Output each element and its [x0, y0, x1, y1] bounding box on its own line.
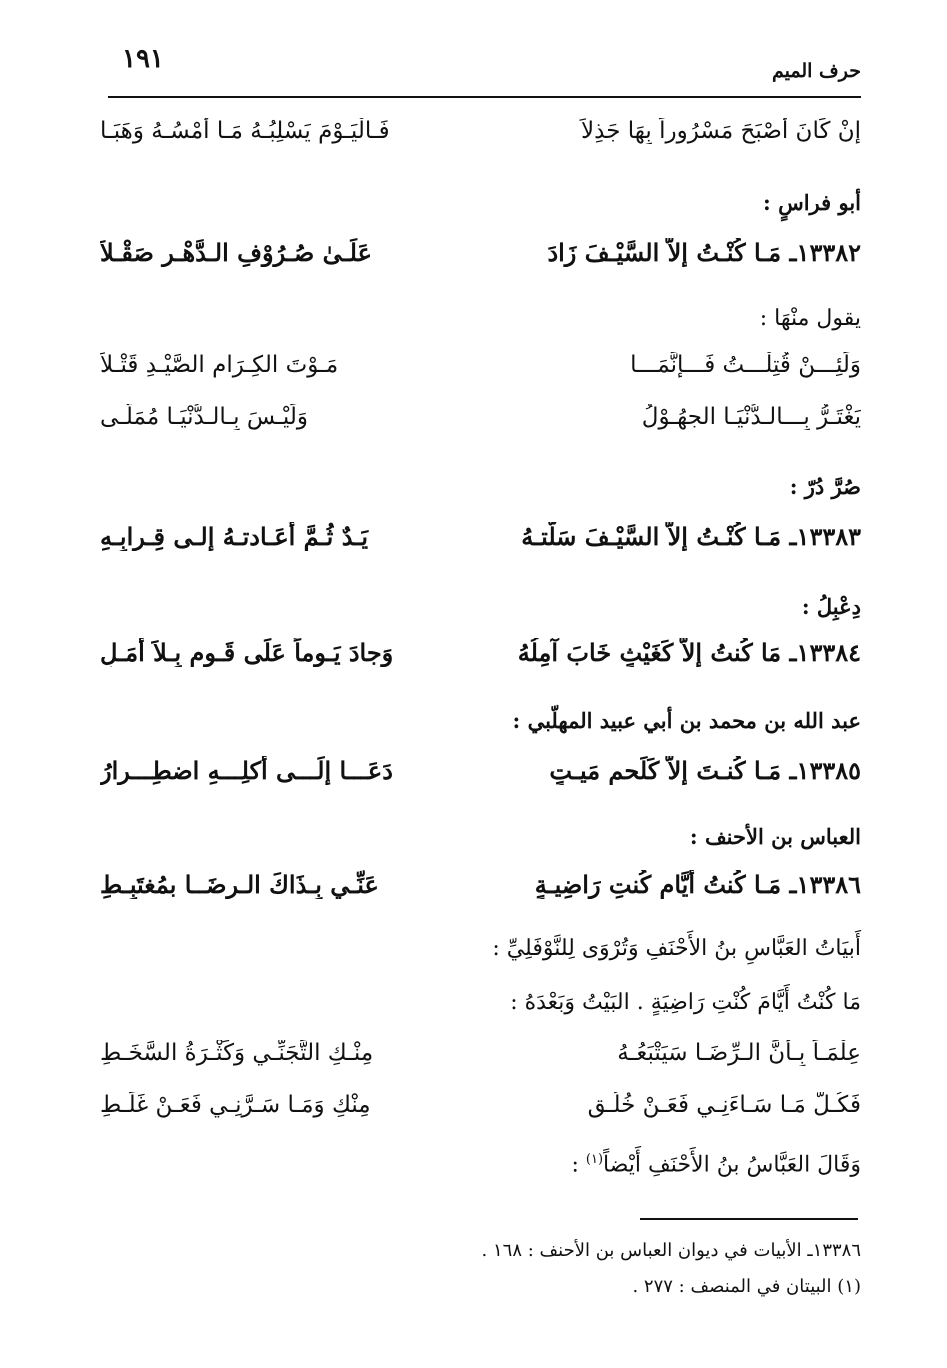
header-rule: [108, 96, 861, 98]
verse-first-hemistich: وَلَئِـــنْ قُتِلْـــتُ فَـــإِنَّمَـــا: [630, 352, 861, 378]
verse-second-hemistich: مِنْـكِ التَّجَنِّـي وَكَثْـرَةُ السَّخَـطِ: [100, 1040, 374, 1066]
numbered-verse-line: [100, 870, 861, 910]
verse-first-hemistich: ١٣٣٨٥ـ مَـا كُنـتَ إلاَّ كَلَحمِ مَيـتٍ: [549, 756, 861, 785]
verse-second-hemistich: فَـالْيَـوْمَ يَسْلِبُـهُ مَـا أَمْسُـهُ وَهَبَـا: [100, 118, 390, 144]
poet-name: العباس بن الأحنف :: [689, 824, 861, 849]
prose-text: وَقَالَ العَبَّاسُ بنُ الأَحْنَفِ أَيْضاً: [603, 1152, 861, 1178]
verse-line: [100, 1040, 861, 1080]
prose-line: يقول منْهَا :: [759, 306, 861, 331]
poet-name: صُرَّ دُرّ :: [789, 474, 861, 499]
numbered-verse-line: [100, 638, 861, 678]
verse-first-hemistich: ١٣٣٨٦ـ مَـا كُنتُ أَيَّام كُنتِ رَاضِيـةٍ: [534, 870, 861, 899]
verse-line: [100, 1092, 861, 1132]
footnote-marker[interactable]: (١): [585, 1152, 604, 1167]
footnote-2: (١) البيتان في المنصف : ٢٧٧ .: [632, 1276, 861, 1297]
verse-first-hemistich: ١٣٣٨٤ـ مَا كُنتُ إلاَّ كَغَيْثٍ خَابَ آمِلُهُ: [517, 638, 861, 667]
footnote-1: ١٣٣٨٦ـ الأبيات في ديوان العباس بن الأحنف : ١٦٨ .: [481, 1240, 861, 1261]
verse-first-hemistich: ١٣٣٨٣ـ مَـا كُنْـتُ إلاَّ السَّيْـفَ سَلَّتـهُ: [521, 522, 861, 551]
verse-line: [100, 118, 861, 158]
verse-first-hemistich: فَكُـلُّ مَـا سَـاءَنِـي فَعَـنْ خُلُـقٍ: [587, 1092, 861, 1118]
verse-second-hemistich: وَلَيْـسَ بِـالـدُّنْيَـا مُمَلَّـى: [100, 404, 308, 430]
verse-first-hemistich: ١٣٣٨٢ـ مَـا كُنْـتُ إلاَّ السَّيْـفَ زَادَ: [547, 238, 861, 267]
page-number: ١٩١: [122, 44, 164, 74]
prose-colon: :: [571, 1152, 586, 1178]
verse-second-hemistich: مَـوْتَ الكِـرَامِ الصَّيْـدِ قَتْـلاَ: [100, 352, 339, 378]
verse-first-hemistich: إنْ كَانَ أَصْبَحَ مَسْرُوراً بِهَا جَذِلاً: [581, 118, 861, 144]
verse-line: [100, 352, 861, 392]
numbered-verse-line: [100, 238, 861, 278]
verse-second-hemistich: مِنْكِ وَمَـا سَـرَّنِـي فَعَـنْ غَلَـطِ: [100, 1092, 371, 1118]
footnote-rule: [640, 1218, 858, 1220]
running-head: حرف الميم: [772, 60, 861, 82]
poet-name: دِعْبِلُ :: [801, 594, 861, 619]
numbered-verse-line: [100, 522, 861, 562]
verse-first-hemistich: يَغْتَـرُّ بِـــالـدُّنْيَـا الجهُـوْلُ: [641, 404, 861, 430]
verse-line: [100, 404, 861, 444]
numbered-verse-line: [100, 756, 861, 796]
prose-line: [100, 1152, 861, 1177]
verse-second-hemistich: دَعَـــا إلَـــى أَكلِـــهِ اضطِـــرارُ: [100, 756, 393, 785]
verse-first-hemistich: عِلْمَـاً بِـأَنَّ الـرِّضَـا سَيَتْبَعُـهُ: [617, 1040, 861, 1066]
verse-second-hemistich: عَلَـىٰ صُـرُوْفِ الـدَّهْـرِ صَقْـلاَ: [100, 238, 372, 267]
prose-line: أَبيَاتُ العَبَّاسِ بنُ الأَحْنَفِ وَتُرْوَى لِلنَّوْفَلِيِّ :: [492, 936, 861, 961]
poet-name: أبو فراسٍ :: [763, 190, 861, 215]
poet-name: عبد الله بن محمد بن أبي عبيد المهلّبي :: [512, 708, 861, 733]
verse-second-hemistich: عَنِّـي بِـذَاكَ الـرِضَــا بمُغتَبِـطِ: [100, 870, 379, 899]
verse-second-hemistich: يَـدٌ ثُـمَّ أَعَـادتـهُ إلـى قِـرابِـهِ: [100, 522, 369, 551]
verse-second-hemistich: وَجادَ يَـوماً عَلَى قَـومٍ بِـلاَ أَمَـلِ: [100, 638, 394, 667]
prose-line: مَا كُنْتُ أَيَّامَ كُنْتِ رَاضِيَةٍ . البَيْتُ وَبَعْدَهُ :: [510, 990, 861, 1015]
